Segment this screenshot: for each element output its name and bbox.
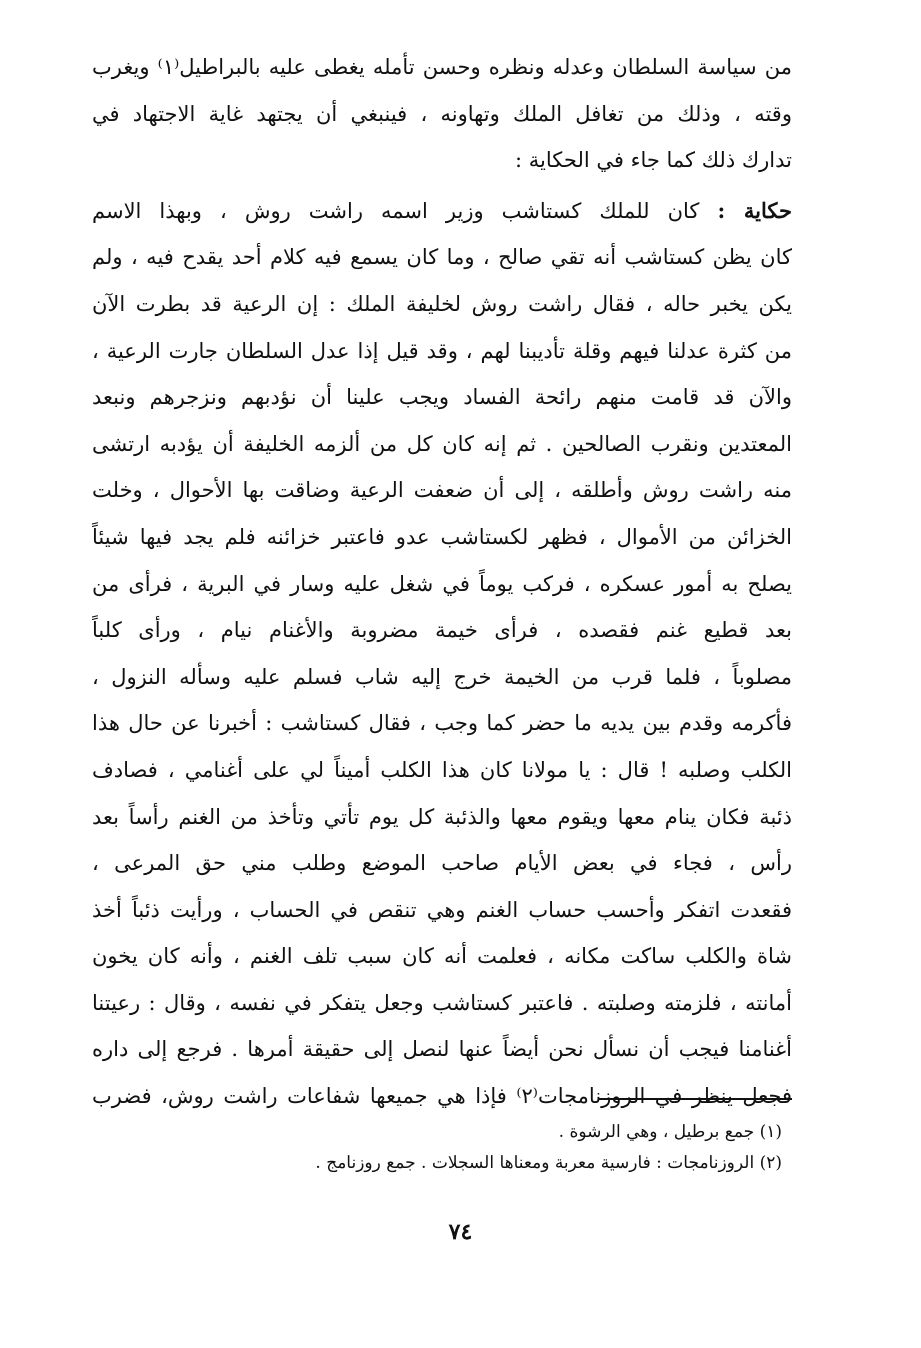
text-line: فأكرمه وقدم بين يديه ما حضر كما وجب ، فقال كستاشب : أخبرنا عن حال هذا <box>92 711 792 736</box>
text-line: مصلوباً ، فلما قرب من الخيمة خرج إليه شاب فسلم عليه وسأله النزول ، <box>92 664 792 689</box>
text-line: كان يظن كستاشب أنه تقي صالح ، وما كان يسمع فيه كلام أحد يقدح فيه ، ولم <box>92 245 792 270</box>
text-line: الكلب وصلبه ! قال : يا مولانا كان هذا الكلب أميناً لي على أغنامي ، فصادف <box>92 757 792 782</box>
text-line: فقعدت اتفكر وأحسب حساب الغنم وهي تنقص في الحساب ، ورأيت ذئباً أخذ <box>92 897 792 922</box>
story-heading: حكاية : <box>717 197 792 223</box>
footnote: (١) جمع برطيل ، وهي الرشوة . <box>558 1122 782 1142</box>
text-line: منه راشت روش وأطلقه ، إلى أن ضعفت الرعية وضاقت بها الأحوال ، وخلت <box>92 478 792 503</box>
footnotes <box>122 1117 782 1179</box>
text-line: والآن قد قامت منهم رائحة الفساد ويجب علينا أن نؤدبهم ونزجرهم ونبعد <box>92 385 792 410</box>
text-line: أغنامنا فيجب أن نسأل نحن أيضاً عنها لنصل إلى حقيقة أمرها . فرجع إلى داره <box>92 1037 792 1062</box>
text-line: بعد قطيع غنم فقصده ، فرأى خيمة مضروبة والأغنام نيام ، ورأى كلباً <box>92 618 792 643</box>
text-line: رأس ، فجاء في بعض الأيام صاحب الموضع وطلب مني حق المرعى ، <box>92 851 792 876</box>
text-line: ذئبة فكان ينام معها ويقوم معها والذئبة كل يوم تأتي وتأخذ من الغنم رأساً بعد <box>92 804 792 829</box>
text-line: المعتدين ونقرب الصالحين . ثم إنه كان كل من ألزمه الخليفة أن يؤدبه ارتشى <box>92 431 792 456</box>
text-line: يكن يخبر حاله ، فقال راشت روش لخليفة الملك : إن الرعية قد بطرت الآن <box>92 291 792 316</box>
text-line: الخزائن من الأموال ، فظهر لكستاشب عدو فاعتبر خزائنه فلم يجد فيها شيئاً <box>92 524 792 549</box>
text-line: من كثرة عدلنا فيهم وقلة تأديبنا لهم ، وقد قيل إذا عدل السلطان جارت الرعية ، <box>92 338 792 363</box>
text-line: تدارك ذلك كما جاء في الحكاية : <box>515 148 792 173</box>
text-line: شاة والكلب ساكت مكانه ، فعلمت أنه كان سبب تلف الغنم ، وأنه كان يخون <box>92 944 792 969</box>
text-line: وقته ، وذلك من تغافل الملك وتهاونه ، فينبغي أن يجتهد غاية الاجتهاد في <box>92 101 792 126</box>
text-line: فجعل ينظر في الروزنامجات⁽٢⁾ فإذا هي جميعها شفاعات راشت روش، فضرب <box>92 1084 792 1109</box>
story-first-line <box>92 188 792 235</box>
text-line: أمانته ، فلزمته وصلبته . فاعتبر كستاشب وجعل يتفكر في نفسه ، وقال : رعيتنا <box>92 990 792 1015</box>
main-text <box>92 44 792 1120</box>
text-line: من سياسة السلطان وعدله ونظره وحسن تأمله يغطى عليه بالبراطيل⁽١⁾ ويغرب <box>92 55 792 79</box>
text-line: يصلح به أمور عسكره ، فركب يوماً في شغل عليه وسار في البرية ، فرأى من <box>92 571 792 596</box>
footnote-separator <box>598 1098 792 1100</box>
text-line: كان للملك كستاشب وزير اسمه راشت روش ، وبهذا الاسم <box>92 198 700 223</box>
page-number: ٧٤ <box>448 1219 473 1245</box>
footnote: (٢) الروزنامجات : فارسية معربة ومعناها السجلات . جمع روزنامج . <box>315 1153 782 1173</box>
